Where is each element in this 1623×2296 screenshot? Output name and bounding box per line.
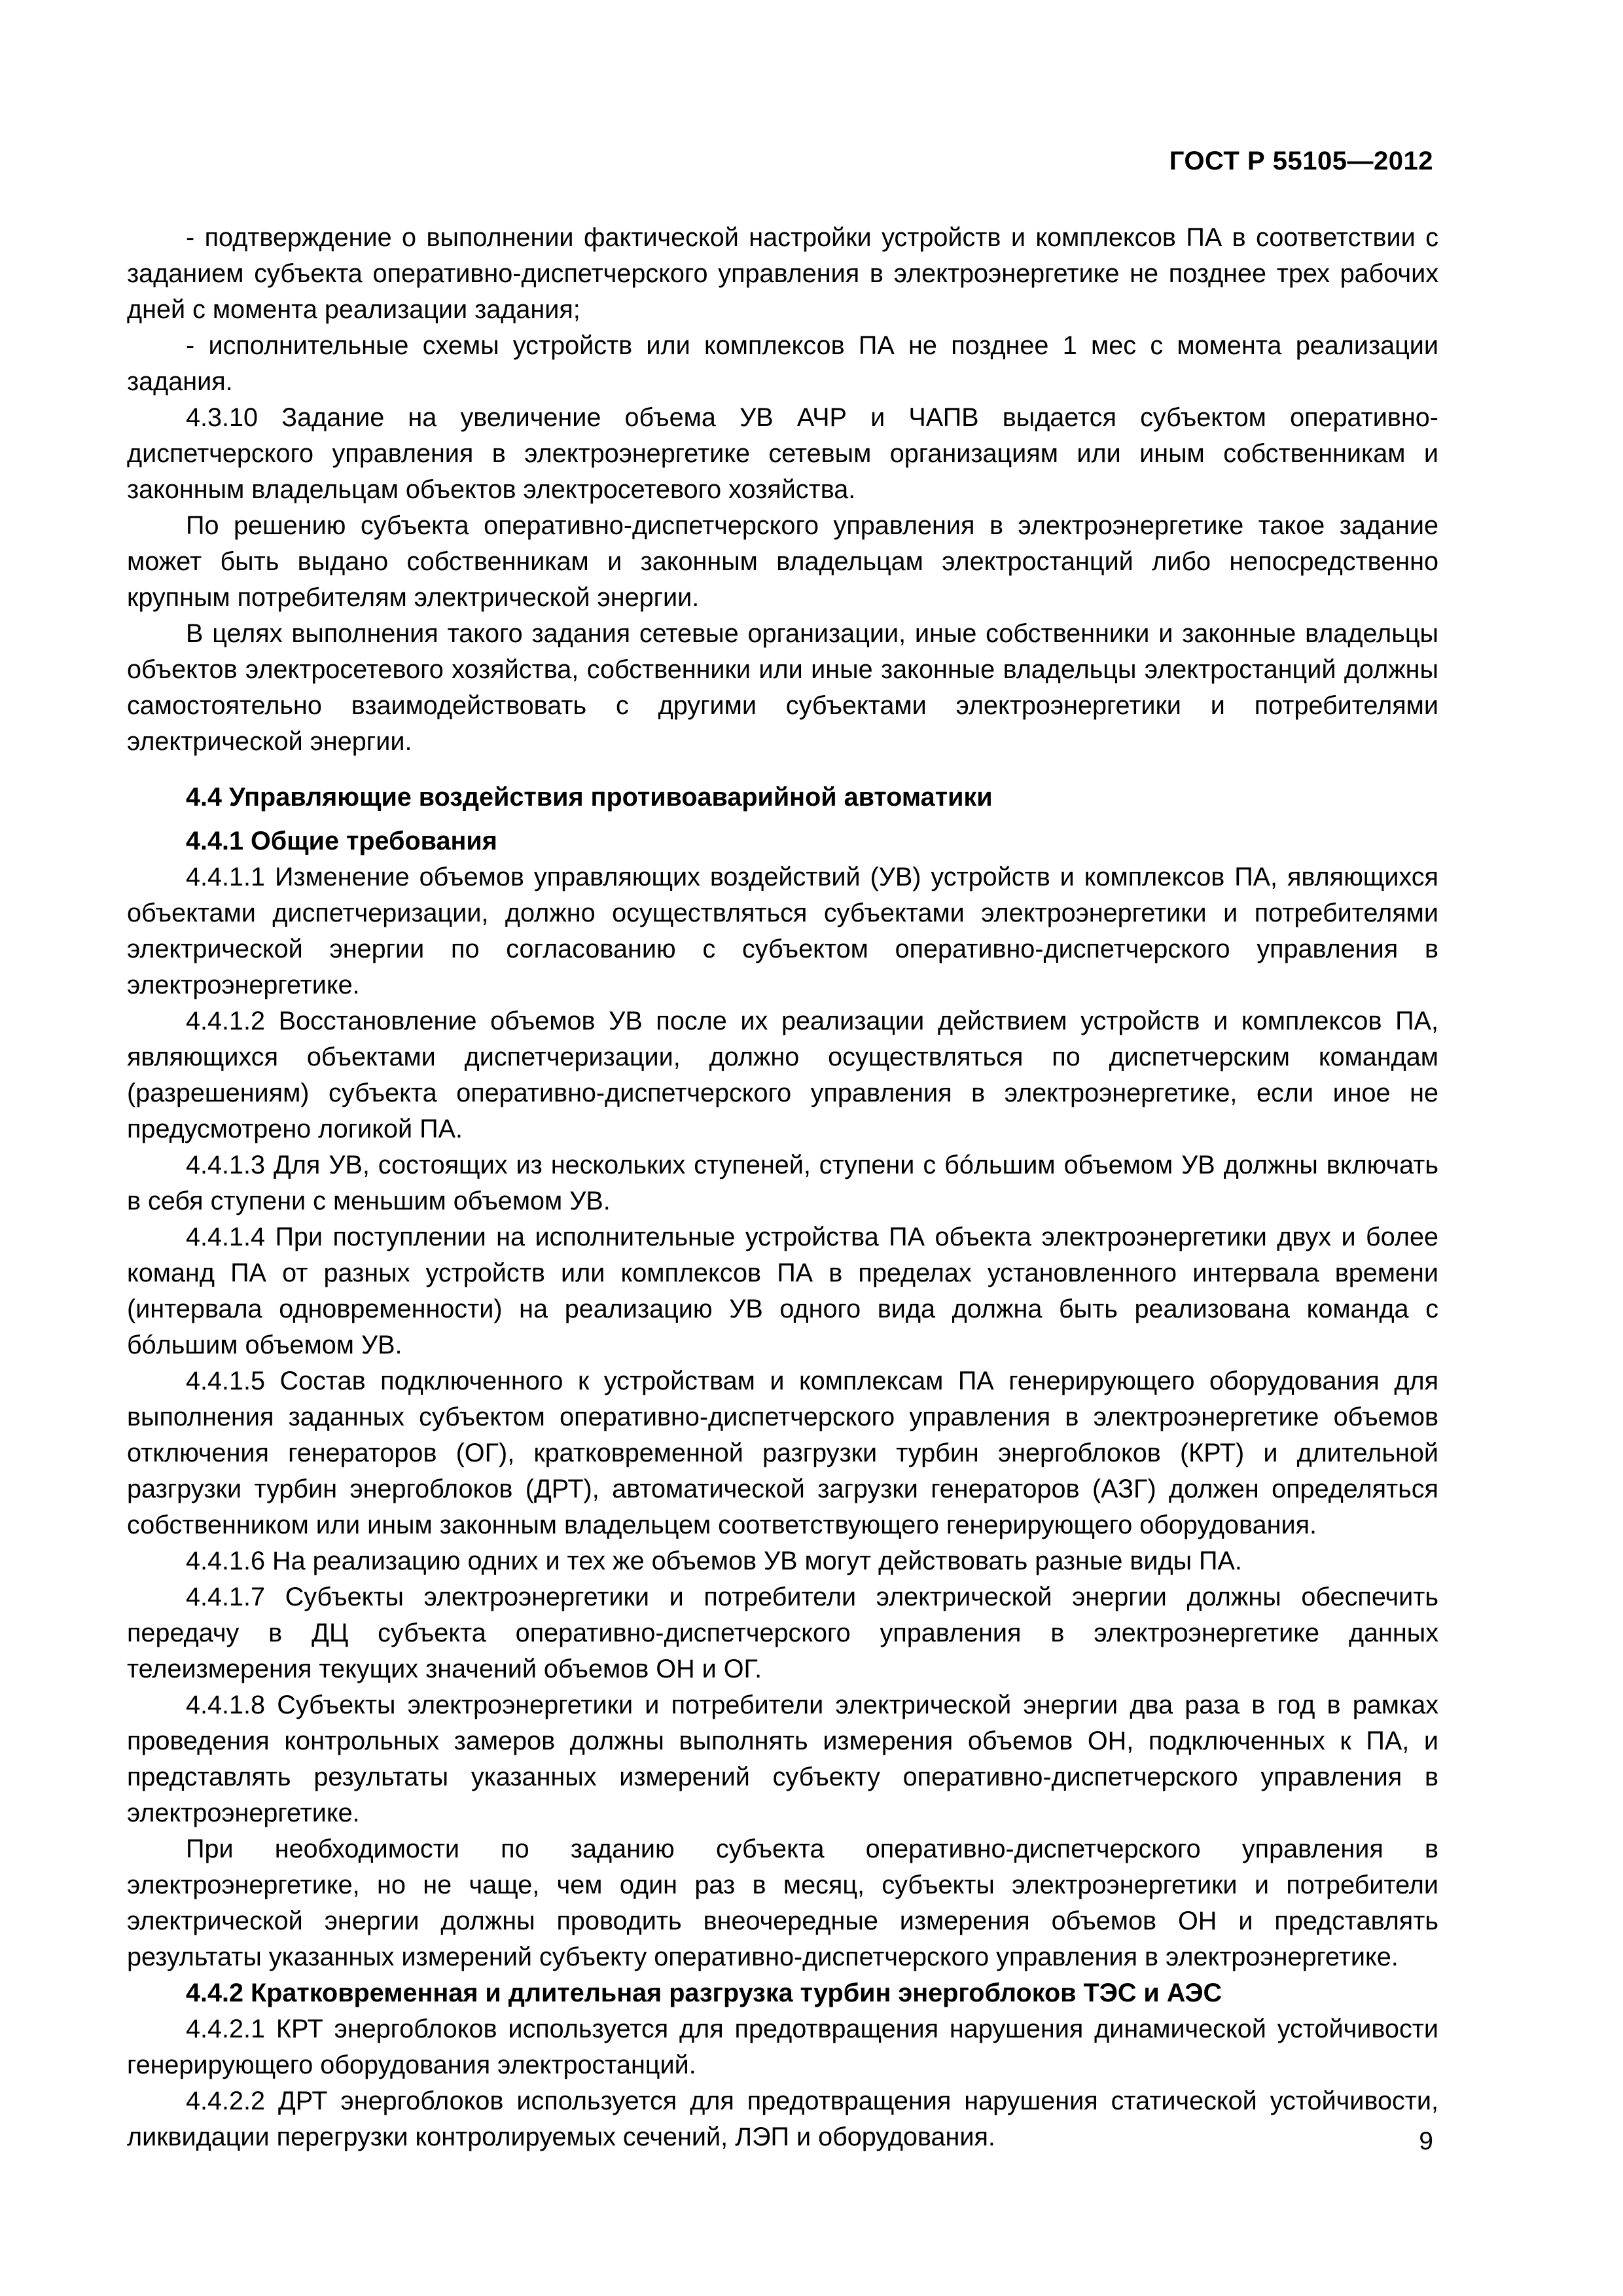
clause-4-4-2-2: 4.4.2.2 ДРТ энергоблоков используется для предотвращения нарушения статической устойчивости, ликвидации перегрузки контролируемых сечений, ЛЭП и оборудования. xyxy=(127,2087,1438,2151)
document-body xyxy=(127,220,1438,2155)
section-heading-4-4: 4.4 Управляющие воздействия противоаварийной автоматики xyxy=(186,783,993,812)
paragraph: При необходимости по заданию субъекта оперативно-диспетчерского управления в электроэнергетике, но не чаще, чем один раз в месяц, субъекты электроэнергетики и потребители электрической энергии должны проводить внеочередные измерения объемов ОН и представлять результаты указанных измерений субъекту оперативно-диспетчерского управления в электроэнергетике. xyxy=(127,1835,1438,1971)
clause-4-4-1-2: 4.4.1.2 Восстановление объемов УВ после их реализации действием устройств и комплексов ПА, являющихся объектами диспетчеризации, должно осуществляться по диспетчерским командам (разрешениям) субъекта оперативно-диспетчерского управления в электроэнергетике, если иное не предусмотрено логикой ПА. xyxy=(127,1007,1438,1143)
paragraph: - подтверждение о выполнении фактической настройки устройств и комплексов ПА в соответствии с заданием субъекта оперативно-диспетчерского управления в электроэнергетике не позднее трех рабочих дней с момента реализации задания; xyxy=(127,223,1438,324)
clause-4-3-10: 4.3.10 Задание на увеличение объема УВ АЧР и ЧАПВ выдается субъектом оперативно-диспетчерского управления в электроэнергетике сетевым организациям или иным собственникам и законным владельцам объектов электросетевого хозяйства. xyxy=(127,403,1438,504)
paragraph: - исполнительные схемы устройств или комплексов ПА не позднее 1 мес с момента реализации задания. xyxy=(127,331,1438,396)
clause-4-4-1-7: 4.4.1.7 Субъекты электроэнергетики и потребители электрической энергии должны обеспечить передачу в ДЦ субъекта оперативно-диспетчерского управления в электроэнергетике данных телеизмерения текущих значений объемов ОН и ОГ. xyxy=(127,1583,1438,1683)
clause-4-4-1-1: 4.4.1.1 Изменение объемов управляющих воздействий (УВ) устройств и комплексов ПА, являющихся объектами диспетчеризации, должно осуществляться субъектами электроэнергетики и потребителями электрической энергии по согласованию с субъектом оперативно-диспетчерского управления в электроэнергетике. xyxy=(127,863,1438,999)
paragraph: По решению субъекта оперативно-диспетчерского управления в электроэнергетике такое задание может быть выдано собственникам и законным владельцам электростанций либо непосредственно крупным потребителям электрической энергии. xyxy=(127,511,1438,612)
section-heading-4-4-2: 4.4.2 Кратковременная и длительная разгрузка турбин энергоблоков ТЭС и АЭС xyxy=(186,1979,1222,2007)
document-header: ГОСТ Р 55105—2012 xyxy=(1169,147,1433,175)
clause-4-4-1-4: 4.4.1.4 При поступлении на исполнительные устройства ПА объекта электроэнергетики двух и более команд ПА от разных устройств или комплексов ПА в пределах установленного интервала времени (интервала одновременности) на реализацию УВ одного вида должна быть реализована команда с бóльшим объемом УВ. xyxy=(127,1223,1438,1359)
clause-4-4-1-6: 4.4.1.6 На реализацию одних и тех же объемов УВ могут действовать разные виды ПА. xyxy=(186,1547,1242,1575)
clause-4-4-1-8: 4.4.1.8 Субъекты электроэнергетики и потребители электрической энергии два раза в год в рамках проведения контрольных замеров должны выполнять измерения объемов ОН, подключенных к ПА, и представлять результаты указанных измерений субъекту оперативно-диспетчерского управления в электроэнергетике. xyxy=(127,1691,1438,1827)
paragraph: В целях выполнения такого задания сетевые организации, иные собственники и законные владельцы объектов электросетевого хозяйства, собственники или иные законные владельцы электростанций должны самостоятельно взаимодействовать с другими субъектами электроэнергетики и потребителями электрической энергии. xyxy=(127,619,1438,756)
page-number: 9 xyxy=(1419,2127,1433,2155)
section-heading-4-4-1: 4.4.1 Общие требования xyxy=(186,827,497,855)
clause-4-4-2-1: 4.4.2.1 КРТ энергоблоков используется для предотвращения нарушения динамической устойчивости генерирующего оборудования электростанций. xyxy=(127,2015,1438,2079)
clause-4-4-1-3: 4.4.1.3 Для УВ, состоящих из нескольких ступеней, ступени с бóльшим объемом УВ должны включать в себя ступени с меньшим объемом УВ. xyxy=(127,1151,1438,1215)
clause-4-4-1-5: 4.4.1.5 Состав подключенного к устройствам и комплексам ПА генерирующего оборудования для выполнения заданных субъектом оперативно-диспетчерского управления в электроэнергетике объемов отключения генераторов (ОГ), кратковременной разгрузки турбин энергоблоков (КРТ) и длительной разгрузки турбин энергоблоков (ДРТ), автоматической загрузки генераторов (АЗГ) должен определяться собственником или иным законным владельцем соответствующего генерирующего оборудования. xyxy=(127,1367,1438,1539)
